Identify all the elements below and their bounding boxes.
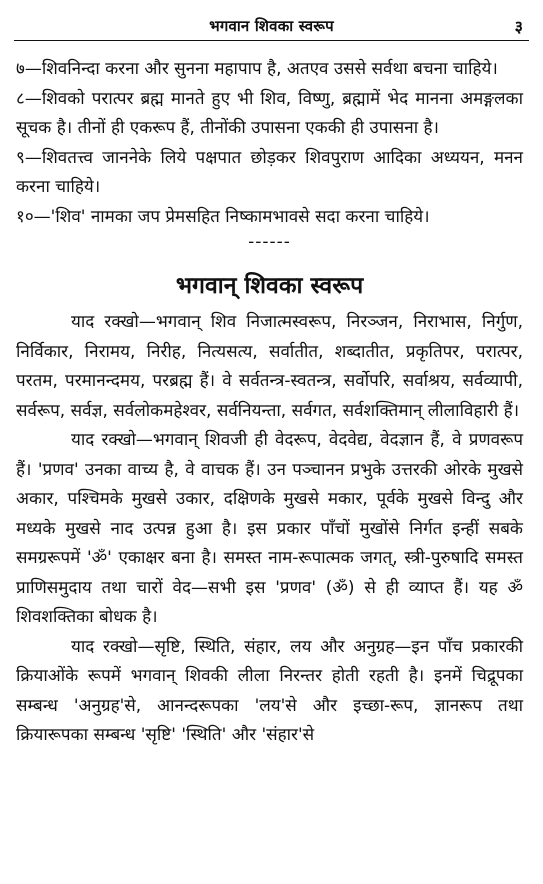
numbered-point-10: १०—'शिव' नामका जप प्रेमसहित निष्कामभावसे सदा करना चाहिये। bbox=[16, 206, 430, 227]
running-header-title: भगवान शिवका स्वरूप bbox=[209, 17, 334, 35]
numbered-point-7: ७—शिवनिन्दा करना और सुनना महापाप है, अतएव उससे सर्वथा बचना चाहिये। bbox=[16, 59, 498, 79]
page-body bbox=[16, 55, 523, 751]
running-header bbox=[14, 14, 529, 41]
section-separator: ------ bbox=[248, 232, 291, 252]
body-paragraph: याद रक्खो—सृष्टि, स्थिति, संहार, लय और अनुग्रह—इन पाँच प्रकारकी क्रियाओंके रूपमें भगवान् शिवकी लीला निरन्तर होती रहती है। इनमें चिद्रूपका सम्बन्ध 'अनुग्रह'से, आनन्दरूपका 'लय'से और इच्छा-रूप, ज्ञानरूप तथा क्रियारूपका सम्बन्ध 'सृष्टि' 'स्थिति' और 'संहार'से bbox=[16, 636, 523, 745]
body-paragraph: याद रक्खो—भगवान् शिव निजात्मस्वरूप, निरञ्जन, निराभास, निर्गुण, निर्विकार, निरामय, निरीह, नित्यसत्य, सर्वातीत, शब्दातीत, प्रकृतिपर, परात्पर, परतम, परमानन्दमय, परब्रह्म हैं। वे सर्वतन्त्र-स्वतन्त्र, सर्वोपरि, सर्वाश्रय, सर्वव्यापी, सर्वरूप, सर्वज्ञ, सर्वलोकमहेश्वर, सर्वनियन्ता, सर्वगत, सर्वशक्तिमान् लीलाविहारी हैं। bbox=[16, 312, 523, 421]
numbered-point-8: ८—शिवको परात्पर ब्रह्म मानते हुए भी शिव, विष्णु, ब्रह्मामें भेद मानना अमङ्गलका सूचक है। तीनों ही एकरूप हैं, तीनोंकी उपासना एककी ही उपासना है। bbox=[16, 88, 523, 138]
numbered-point-9: ९—शिवतत्त्व जाननेके लिये पक्षपात छोड़कर शिवपुराण आदिका अध्ययन, मनन करना चाहिये। bbox=[16, 147, 523, 197]
section-heading: भगवान् शिवका स्वरूप bbox=[175, 273, 364, 299]
body-paragraph: याद रक्खो—भगवान् शिवजी ही वेदरूप, वेदवेद्य, वेदज्ञान हैं, वे प्रणवरूप हैं। 'प्रणव' उनका वाच्य है, वे वाचक हैं। उन पञ्चानन प्रभुके उत्तरकी ओरके मुखसे अकार, पश्चिमके मुखसे उकार, दक्षिणके मुखसे मकार, पूर्वके मुखसे विन्दु और मध्यके मुखसे नाद उत्पन्न हुआ है। इस प्रकार पाँचों मुखोंसे निर्गत इन्हीं सबके समग्ररूपमें 'ॐ' एकाक्षर बना है। समस्त नाम-रूपात्मक जगत्, स्त्री-पुरुषादि समस्त प्राणिसमुदाय तथा चारों वेद—सभी इस 'प्रणव' (ॐ) से ही व्याप्त हैं। यह ॐ शिवशक्तिका बोधक है। bbox=[16, 430, 523, 627]
page-number: ३ bbox=[514, 17, 523, 36]
